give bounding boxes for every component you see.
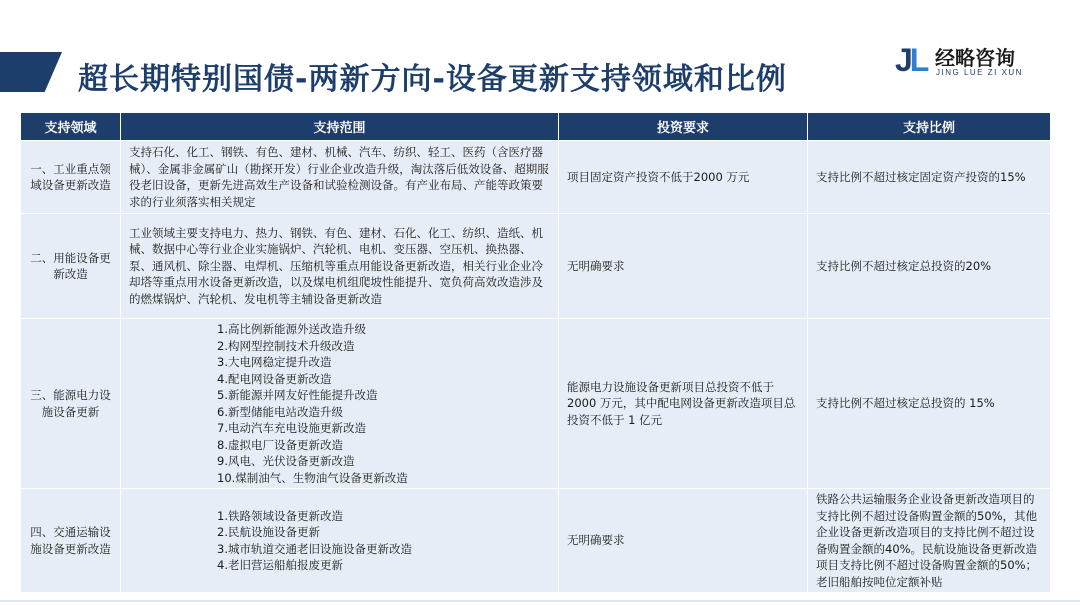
bottom-divider — [0, 600, 1080, 602]
ratio-cell: 支持比例不超过核定固定资产投资的15% — [808, 141, 1051, 214]
ratio-cell: 铁路公共运输服务企业设备更新改造项目的支持比例不超过设备购置金额的50%，其他企业设备更新改造项目的支持比例不超过设备购置金额的40%。民航设施设备更新改造项目支持比例不超过设备购置金额的50%；老旧船舶按吨位定额补贴 — [808, 489, 1051, 593]
ratio-cell: 支持比例不超过核定总投资的 15% — [808, 319, 1051, 489]
support-table — [20, 112, 1051, 593]
company-logo — [895, 40, 1055, 80]
ratio-cell: 支持比例不超过核定总投资的20% — [808, 214, 1051, 319]
column-header-ratio: 支持比例 — [808, 113, 1051, 141]
scope-cell — [121, 319, 559, 489]
column-header-investment: 投资要求 — [559, 113, 808, 141]
investment-cell: 无明确要求 — [559, 214, 808, 319]
list-item: 1.铁路领域设备更新改造 — [217, 508, 343, 523]
investment-cell: 项目固定资产投资不低于2000 万元 — [559, 141, 808, 214]
domain-cell: 一、工业重点领域设备更新改造 — [21, 141, 121, 214]
investment-cell: 能源电力设施设备更新项目总投资不低于2000 万元，其中配电网设备更新改造项目总投资不低于 1 亿元 — [559, 319, 808, 489]
column-header-domain: 支持领域 — [21, 113, 121, 141]
scope-list — [217, 321, 550, 486]
logo-mark-icon: JL — [895, 42, 927, 78]
scope-cell: 工业领域主要支持电力、热力、钢铁、有色、建材、石化、化工、纺织、造纸、机械、数据中心等行业企业实施锅炉、汽轮机、电机、变压器、空压机、换热器、泵、通风机、除尘器、电焊机、压缩机等重点用能设备更新改造，相关行业企业冷却塔等重点用水设备更新改造，以及煤电机组爬坡性能提升、宽负荷高效改造涉及的燃煤锅炉、汽轮机、发电机等主辅设备更新改造 — [121, 214, 559, 319]
list-item: 4.配电网设备更新改造 — [217, 371, 332, 386]
list-item: 10.煤制油气、生物油气设备更新改造 — [217, 470, 408, 485]
column-header-scope: 支持范围 — [121, 113, 559, 141]
domain-cell: 二、用能设备更新改造 — [21, 214, 121, 319]
domain-cell: 三、能源电力设施设备更新 — [21, 319, 121, 489]
logo-english-name: JING LUE ZI XUN — [936, 68, 1023, 77]
list-item: 2.民航设施设备更新 — [217, 525, 320, 539]
domain-cell: 四、交通运输设施设备更新改造 — [21, 489, 121, 593]
scope-cell: 支持石化、化工、钢铁、有色、建材、机械、汽车、纺织、轻工、医药（含医疗器械）、金属非金属矿山（勘探开发）行业企业改造升级，淘汰落后低效设备、超期服役老旧设备，更新先进高效生产设备和试验检测设备。有产业布局、产能等政策要求的行业须落实相关规定 — [121, 141, 559, 214]
list-item: 2.构网型控制技术升级改造 — [217, 338, 355, 353]
page-title: 超长期特别国债-两新方向-设备更新支持领域和比例 — [78, 62, 787, 97]
table-row — [21, 489, 1051, 593]
scope-cell — [121, 489, 559, 593]
logo-chinese-name: 经略咨询 — [935, 46, 1015, 70]
list-item: 7.电动汽车充电设施更新改造 — [217, 421, 366, 435]
list-item: 5.新能源并网友好性能提升改造 — [217, 388, 378, 402]
table-row — [21, 319, 1051, 489]
list-item: 3.城市轨道交通老旧设施设备更新改造 — [217, 541, 412, 556]
list-item: 6.新型储能电站改造升级 — [217, 404, 343, 419]
table-header-row — [21, 113, 1051, 141]
investment-cell: 无明确要求 — [559, 489, 808, 593]
title-accent-shape — [0, 52, 62, 92]
table-row — [21, 214, 1051, 319]
list-item: 1.高比例新能源外送改造升级 — [217, 322, 366, 336]
list-item: 9.风电、光伏设备更新改造 — [217, 454, 355, 468]
list-item: 8.虚拟电厂设备更新改造 — [217, 437, 343, 452]
list-item: 3.大电网稳定提升改造 — [217, 355, 332, 369]
scope-list — [217, 508, 550, 574]
list-item: 4.老旧营运船舶报废更新 — [217, 558, 343, 572]
table-row — [21, 141, 1051, 214]
